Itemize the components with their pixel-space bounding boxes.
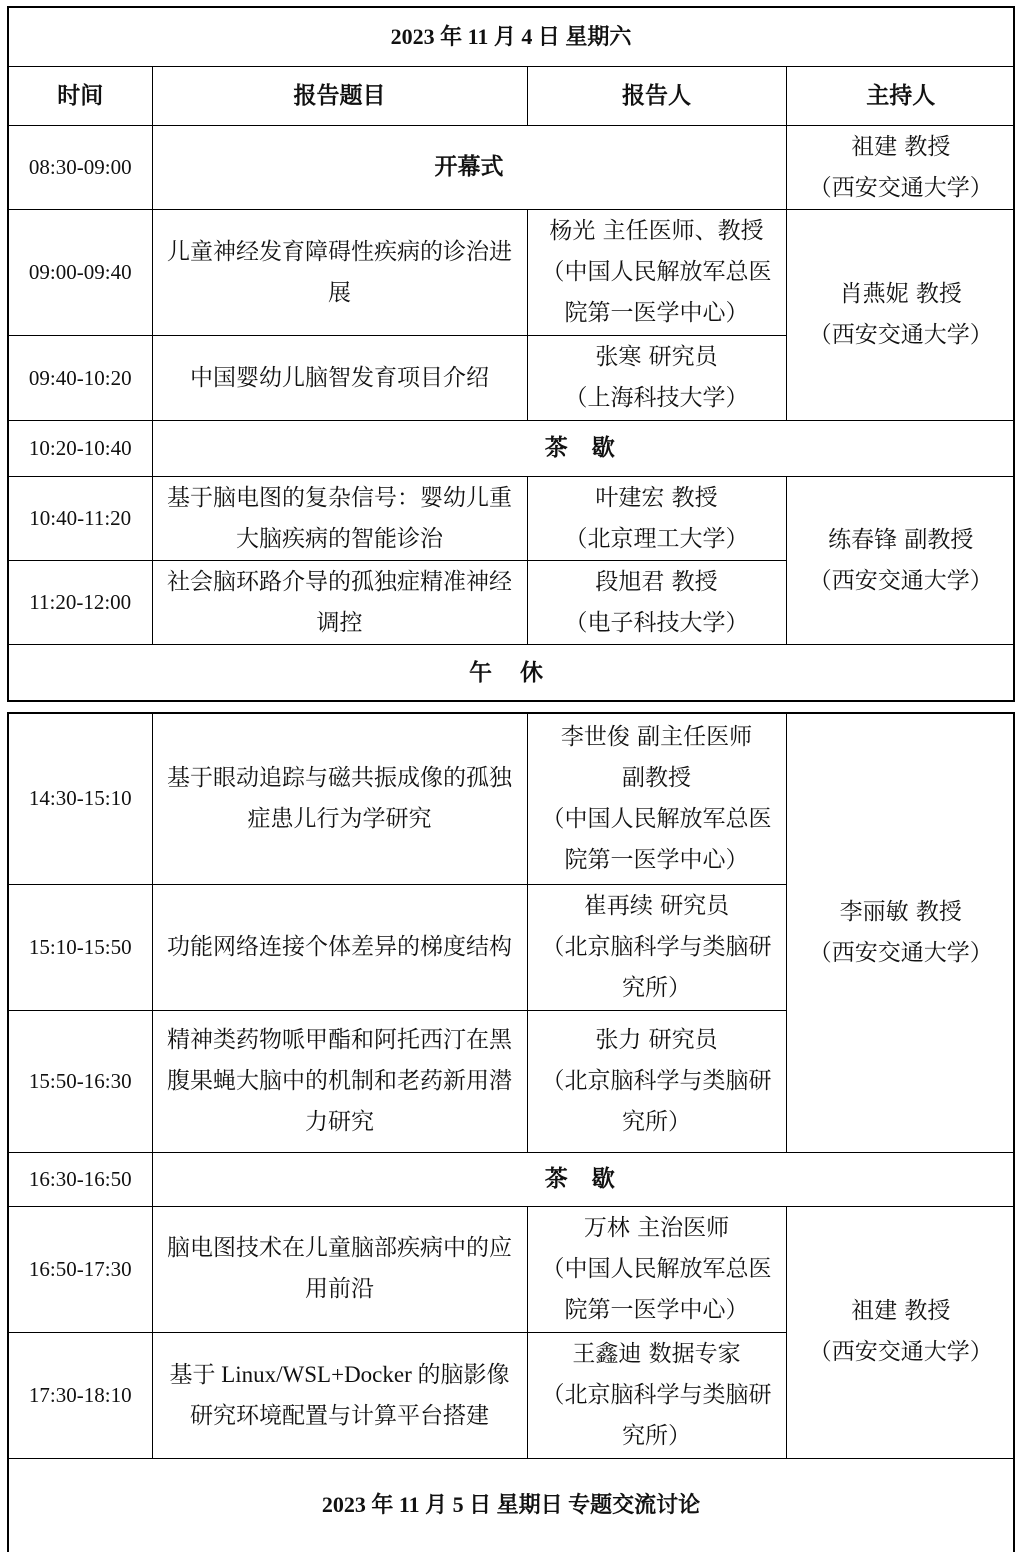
session-event: 开幕式 (152, 126, 786, 210)
session-topic: 精神类药物哌甲酯和阿托西汀在黑腹果蝇大脑中的机制和老药新用潜力研究 (152, 1010, 527, 1152)
table-row (9, 126, 1015, 210)
header-topic: 报告题目 (152, 67, 527, 126)
session-speaker: 张力 研究员 （北京脑科学与类脑研究所） (527, 1010, 786, 1152)
session-event: 茶 歇 (152, 421, 1015, 477)
session-topic: 脑电图技术在儿童脑部疾病中的应用前沿 (152, 1206, 527, 1332)
table-row (9, 421, 1015, 477)
session-speaker: 李世俊 副主任医师 副教授 （中国人民解放军总医院第一医学中心） (527, 714, 786, 884)
table-row (9, 477, 1015, 561)
session-speaker: 王鑫迪 数据专家 （北京脑科学与类脑研究所） (527, 1332, 786, 1458)
session-host: 李丽敏 教授 （西安交通大学） (786, 714, 1015, 1152)
session-topic: 中国婴幼儿脑智发育项目介绍 (152, 336, 527, 421)
schedule-day1-afternoon (7, 712, 1015, 1552)
table-row (9, 1206, 1015, 1332)
session-speaker: 杨光 主任医师、教授 （中国人民解放军总医院第一医学中心） (527, 210, 786, 336)
session-time: 10:20-10:40 (9, 421, 152, 477)
table-row (9, 714, 1015, 884)
session-speaker: 万林 主治医师 （中国人民解放军总医院第一医学中心） (527, 1206, 786, 1332)
session-topic: 基于 Linux/WSL+Docker 的脑影像研究环境配置与计算平台搭建 (152, 1332, 527, 1458)
session-time: 09:40-10:20 (9, 336, 152, 421)
schedule-table-morning (9, 66, 1015, 645)
table-row (9, 210, 1015, 336)
session-topic: 功能网络连接个体差异的梯度结构 (152, 884, 527, 1010)
session-time: 15:10-15:50 (9, 884, 152, 1010)
header-host: 主持人 (786, 67, 1015, 126)
session-event: 茶 歇 (152, 1152, 1015, 1206)
session-speaker: 崔再续 研究员 （北京脑科学与类脑研究所） (527, 884, 786, 1010)
header-speaker: 报告人 (527, 67, 786, 126)
session-time: 11:20-12:00 (9, 561, 152, 645)
schedule-day1-morning (7, 6, 1015, 702)
session-speaker: 叶建宏 教授 （北京理工大学） (527, 477, 786, 561)
date-title-day1: 2023 年 11 月 4 日 星期六 (390, 24, 632, 49)
header-time: 时间 (9, 67, 152, 126)
session-speaker: 段旭君 教授 （电子科技大学） (527, 561, 786, 645)
session-time: 15:50-16:30 (9, 1010, 152, 1152)
session-topic: 基于脑电图的复杂信号：婴幼儿重大脑疾病的智能诊治 (152, 477, 527, 561)
session-time: 10:40-11:20 (9, 477, 152, 561)
session-time: 08:30-09:00 (9, 126, 152, 210)
session-time: 16:30-16:50 (9, 1152, 152, 1206)
schedule-table-afternoon (9, 714, 1015, 1459)
session-topic: 社会脑环路介导的孤独症精准神经调控 (152, 561, 527, 645)
session-host: 练春锋 副教授 （西安交通大学） (786, 477, 1015, 645)
date-title-day2: 2023 年 11 月 5 日 星期日 专题交流讨论 (321, 1492, 701, 1517)
session-topic: 基于眼动追踪与磁共振成像的孤独症患儿行为学研究 (152, 714, 527, 884)
table-header-row (9, 67, 1015, 126)
session-time: 09:00-09:40 (9, 210, 152, 336)
session-time: 16:50-17:30 (9, 1206, 152, 1332)
lunch-break: 午 休 (468, 660, 553, 686)
session-time: 17:30-18:10 (9, 1332, 152, 1458)
table-row (9, 1152, 1015, 1206)
session-host: 祖建 教授 （西安交通大学） (786, 1206, 1015, 1458)
session-speaker: 张寒 研究员 （上海科技大学） (527, 336, 786, 421)
session-topic: 儿童神经发育障碍性疾病的诊治进展 (152, 210, 527, 336)
session-time: 14:30-15:10 (9, 714, 152, 884)
session-host: 肖燕妮 教授 （西安交通大学） (786, 210, 1015, 421)
session-host: 祖建 教授 （西安交通大学） (786, 126, 1015, 210)
